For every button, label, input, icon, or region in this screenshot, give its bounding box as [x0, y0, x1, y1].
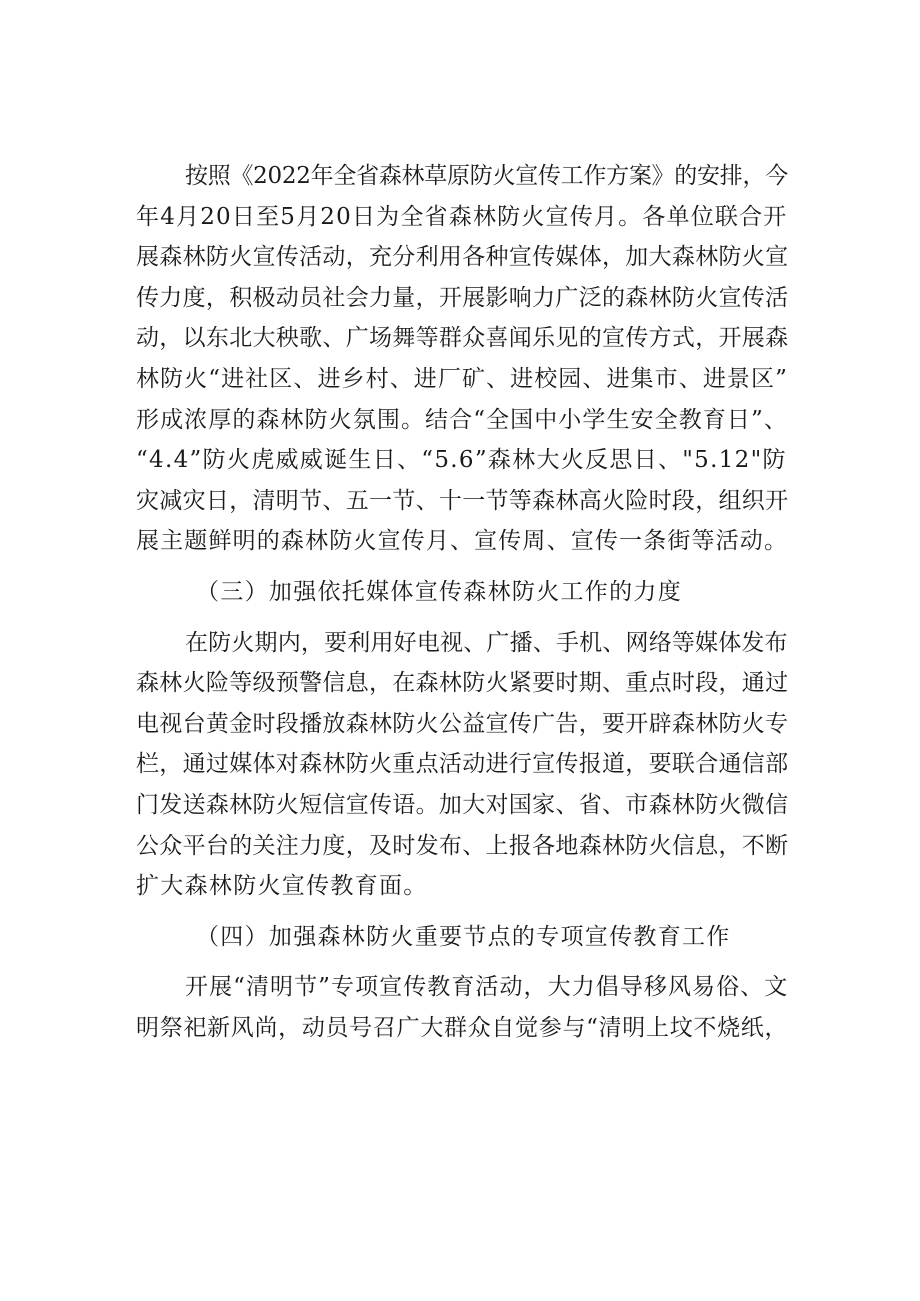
text-line: “4.4”防火虎威威诞生日、“5.6”森林大火反思日、"5.12"防 [136, 447, 787, 474]
text-line: 扩大森林防火宣传教育面。 [136, 873, 428, 900]
text-line: 电视台黄金时段播放森林防火公益宣传广告，要开辟森林防火专 [136, 710, 789, 737]
paragraph-fire-prevention-month [136, 156, 788, 562]
text-line: 展主题鲜明的森林防火宣传月、宣传周、宣传一条街等活动。 [136, 528, 789, 555]
text-line: 按照《2022年全省森林草原防火宣传工作方案》的安排，今 [185, 163, 788, 189]
paragraph-qingming [136, 967, 788, 1048]
text-line: 明祭祀新风尚，动员号召广大群众自觉参与“清明上坟不烧纸， [136, 1014, 789, 1041]
document-page [136, 156, 788, 1048]
section-heading-media: （三）加强依托媒体宣传森林防火工作的力度 [196, 578, 682, 605]
text-line: 形成浓厚的森林防火氛围。结合“全国中小学生安全教育日”、 [136, 406, 788, 433]
text-line: 在防火期内，要利用好电视、广播、手机、网络等媒体发布 [185, 629, 788, 656]
text-line: 开展“清明节”专项宣传教育活动，大力倡导移风易俗、文 [185, 974, 789, 1001]
section-heading-key-nodes: （四）加强森林防火重要节点的专项宣传教育工作 [196, 923, 731, 950]
text-line: 传力度，积极动员社会力量，开展影响力广泛的森林防火宣传活 [136, 284, 789, 311]
text-line: 栏，通过媒体对森林防火重点活动进行宣传报道，要联合通信部 [136, 751, 789, 778]
text-line: 年4月20日至5月20日为全省森林防火宣传月。各单位联合开 [136, 203, 788, 230]
text-line: 林防火“进社区、进乡村、进厂矿、进校园、进集市、进景区” [136, 365, 788, 392]
text-line: 森林火险等级预警信息，在森林防火紧要时期、重点时段，通过 [136, 670, 789, 697]
paragraph-media-publicity [136, 623, 788, 907]
text-line: 灾减灾日，清明节、五一节、十一节等森林高火险时段，组织开 [136, 487, 789, 514]
text-line: 门发送森林防火短信宣传语。加大对国家、省、市森林防火微信 [136, 791, 789, 818]
text-line: 动，以东北大秧歌、广场舞等群众喜闻乐见的宣传方式，开展森 [136, 325, 789, 352]
text-line: 公众平台的关注力度，及时发布、上报各地森林防火信息，不断 [136, 832, 789, 859]
text-line: 展森林防火宣传活动，充分利用各种宣传媒体，加大森林防火宣 [136, 244, 789, 271]
